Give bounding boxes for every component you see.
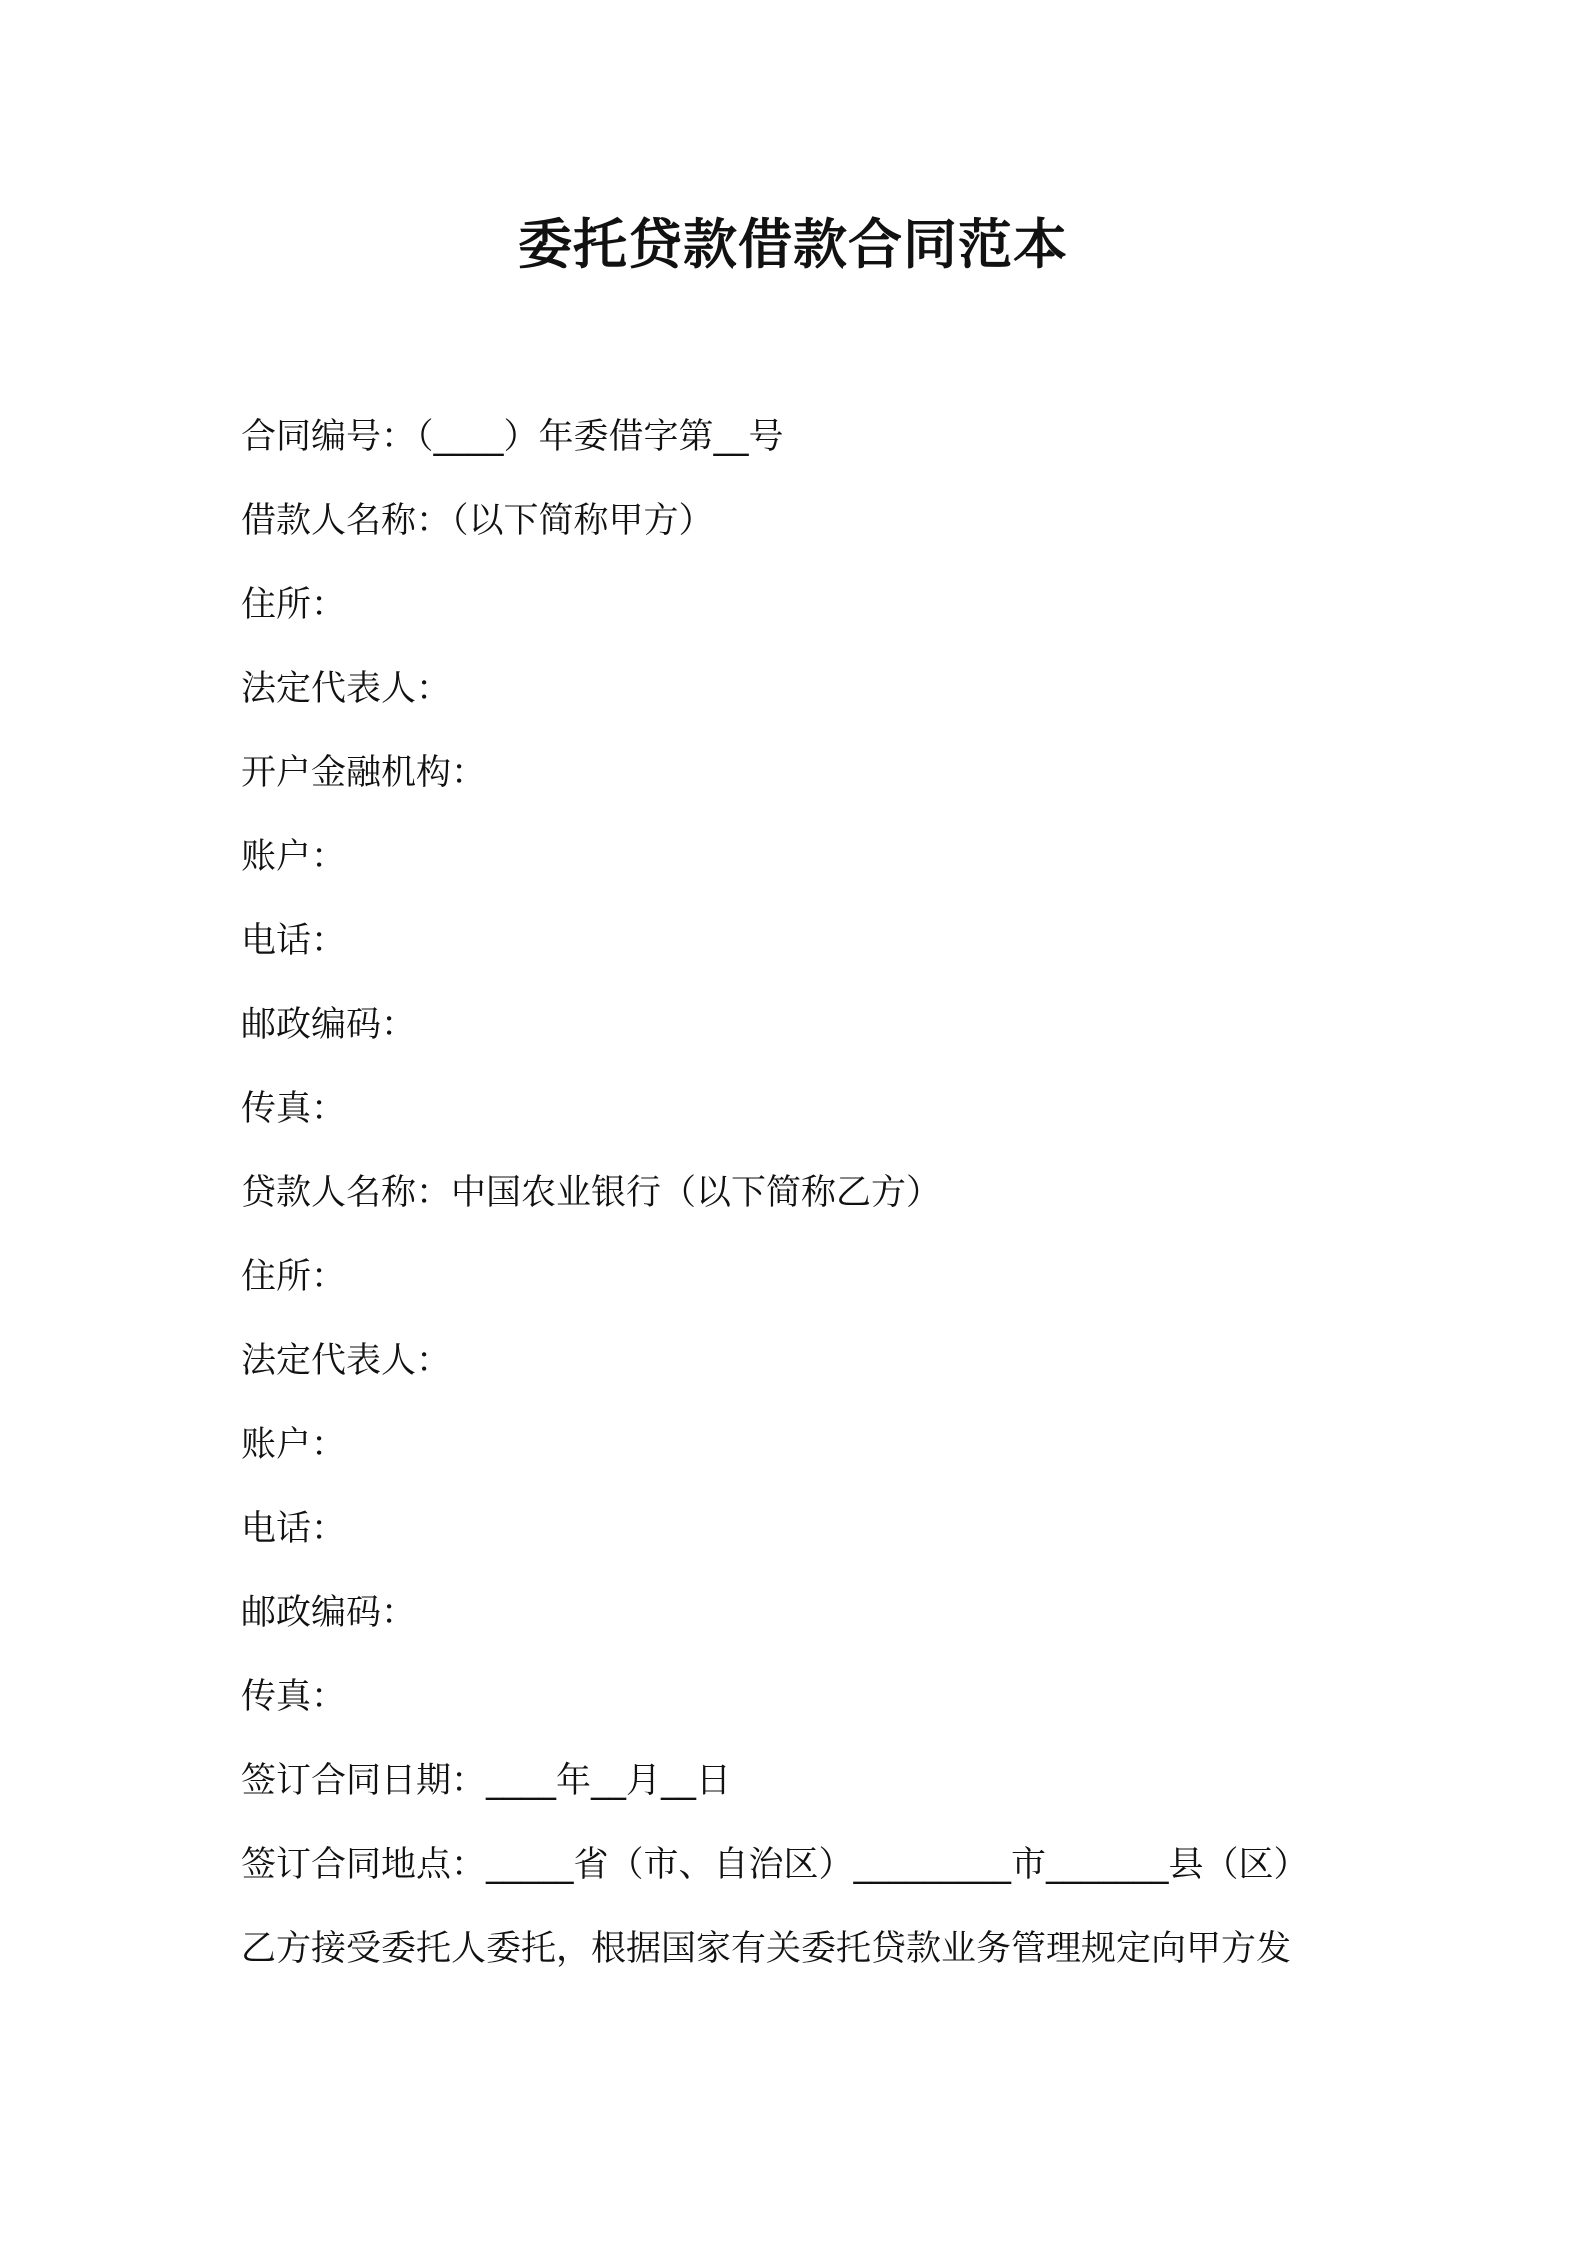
lender-account-line: 账户： <box>241 1425 347 1465</box>
lender-fax-line: 传真： <box>241 1677 347 1717</box>
borrower-fax-line: 传真： <box>241 1089 347 1129</box>
contract-fields <box>241 405 1441 2001</box>
document-title: 委托贷款借款合同范本 <box>518 213 1068 276</box>
borrower-name-line: 借款人名称：（以下简称甲方） <box>241 501 714 541</box>
lender-name-line: 贷款人名称：中国农业银行（以下简称乙方） <box>241 1173 942 1213</box>
lender-legal-rep-line: 法定代表人： <box>241 1341 452 1381</box>
lender-phone-line: 电话： <box>241 1509 347 1549</box>
borrower-legal-rep-line: 法定代表人： <box>241 669 452 709</box>
borrower-address-line: 住所： <box>241 585 347 625</box>
body-paragraph-line: 乙方接受委托人委托，根据国家有关委托贷款业务管理规定向甲方发 <box>241 1929 1292 1969</box>
borrower-phone-line: 电话： <box>241 921 347 961</box>
lender-address-line: 住所： <box>241 1257 347 1297</box>
signing-place-line: 签订合同地点：_____省（市、自治区）_________市_______县（区） <box>241 1845 1309 1885</box>
borrower-account-line: 账户： <box>241 837 347 877</box>
contract-number-line: 合同编号：（____）年委借字第__号 <box>241 417 784 457</box>
borrower-postcode-line: 邮政编码： <box>241 1005 417 1045</box>
lender-postcode-line: 邮政编码： <box>241 1593 417 1633</box>
borrower-bank-line: 开户金融机构： <box>241 753 487 793</box>
signing-date-line: 签订合同日期：____年__月__日 <box>241 1761 732 1801</box>
